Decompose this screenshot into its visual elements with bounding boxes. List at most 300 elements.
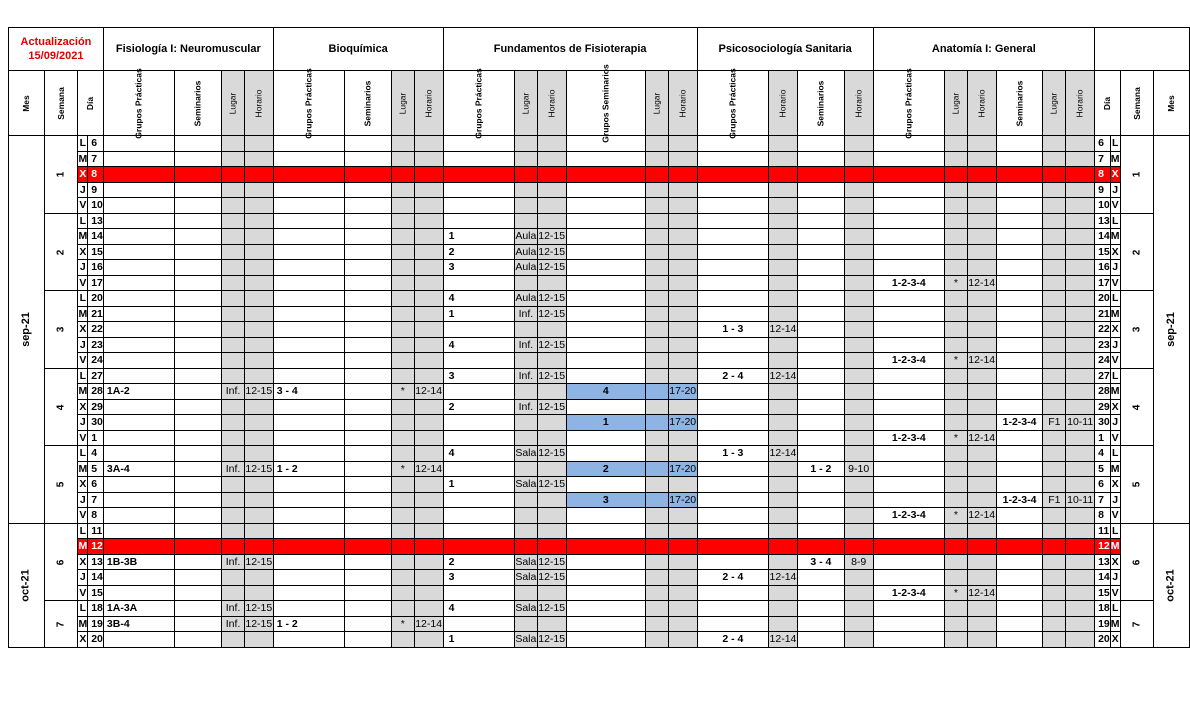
ff-lugar-header: Lugar [514,71,537,136]
fundamentos-horario-2 [668,399,697,415]
anatomia-lugar-2 [1043,182,1066,198]
bioquimica-seminario [345,213,392,229]
anatomia-grupo [873,477,944,493]
psico-horario [769,275,798,291]
fisiologia-seminario [175,260,222,276]
fisiologia-grupo [103,446,174,462]
day-letter-right: V [1111,586,1119,599]
anatomia-lugar-2 [1043,337,1066,353]
day-number: 6 [88,477,104,493]
anatomia-horario-2 [1066,461,1095,477]
day-number-right: 7 [1095,151,1111,167]
bioquimica-horario [414,322,443,338]
anatomia-horario-2 [1066,477,1095,493]
fisiologia-grupo: 3B-4 [103,616,174,632]
anatomia-grupo [873,260,944,276]
bioquimica-horario: 12-14 [415,617,443,630]
anatomia-lugar [945,151,968,167]
fundamentos-lugar [514,275,537,291]
fundamentos-lugar-2 [646,151,669,167]
day-number-right: 29 [1095,399,1111,415]
day-letter-right: L [1111,369,1119,382]
day-number-right: 23 [1095,337,1111,353]
fisiologia-horario [244,229,273,245]
psico-grupo [697,182,768,198]
fisiologia-lugar [222,492,245,508]
day-letter: X [79,478,87,491]
fundamentos-horario-2 [668,570,697,586]
fisiologia-horario [244,151,273,167]
bioquimica-lugar [391,430,414,446]
fundamentos-lugar [514,151,537,167]
fisiologia-seminario [175,554,222,570]
day-letter: V [79,354,87,367]
fundamentos-horario [537,384,566,400]
bioquimica-grupo [273,275,344,291]
fundamentos-lugar-2 [646,477,669,493]
psico-horario-2 [844,570,873,586]
psico-grupo [697,198,768,214]
day-letter-right: V [1111,354,1119,367]
anatomia-lugar [945,415,968,431]
fundamentos-horario-2 [668,523,697,539]
day-letter-right: J [1112,183,1119,196]
day-letter-right: V [1111,199,1119,212]
fisiologia-horario [244,585,273,601]
psico-grupo [697,167,768,183]
day-letter-right: J [1112,338,1119,351]
psico-seminario [797,492,844,508]
fundamentos-horario-2 [668,554,697,570]
bioquimica-lugar [391,554,414,570]
anatomia-grupo [873,554,944,570]
week-cell-right [1120,136,1154,214]
fundamentos-grupo [443,539,514,555]
anatomia-horario [967,291,996,307]
ps-horario-header: Horario [769,71,798,136]
day-number-right: 18 [1095,601,1111,617]
fundamentos-lugar [514,523,537,539]
bioquimica-seminario [345,570,392,586]
fundamentos-horario-2 [668,244,697,260]
anatomia-grupo [873,368,944,384]
fundamentos-lugar-2 [646,368,669,384]
fundamentos-horario-2 [668,229,697,245]
day-letter-right: X [1111,555,1119,568]
day-letter-right: V [1111,509,1119,522]
table-row [9,136,1190,152]
anatomia-lugar [945,601,968,617]
fundamentos-lugar-2 [646,523,669,539]
fundamentos-grupo-seminario [566,151,645,167]
anatomia-horario [967,260,996,276]
fundamentos-lugar-2 [646,322,669,338]
psico-horario-2 [844,523,873,539]
fundamentos-horario [537,167,566,183]
fundamentos-lugar-2 [646,632,669,648]
bioquimica-seminario [345,151,392,167]
fisiologia-lugar [222,213,245,229]
day-letter-right: X [1111,323,1119,336]
fundamentos-horario [537,136,566,152]
fundamentos-grupo [443,275,514,291]
bq-gp-header: Grupos Prácticas [273,71,344,136]
anatomia-horario-2 [1066,182,1095,198]
fundamentos-horario: 12-15 [538,571,566,584]
bioquimica-grupo [273,601,344,617]
dia-header-right: Día [1095,71,1120,136]
day-number: 28 [88,384,104,400]
anatomia-horario-2 [1066,275,1095,291]
fi-lugar-header: Lugar [222,71,245,136]
bioquimica-grupo [273,182,344,198]
fisiologia-lugar [222,353,245,369]
anatomia-lugar [945,368,968,384]
fundamentos-grupo [443,384,514,400]
anatomia-seminario [996,601,1043,617]
psico-horario [769,430,798,446]
day-number-right: 11 [1095,523,1111,539]
anatomia-horario [967,322,996,338]
anatomia-lugar-2 [1043,601,1066,617]
anatomia-horario-2 [1066,260,1095,276]
fundamentos-horario-2 [668,616,697,632]
fisiologia-lugar [222,151,245,167]
day-number-right: 4 [1095,446,1111,462]
psico-seminario [797,523,844,539]
anatomia-horario [967,601,996,617]
bioquimica-horario [414,136,443,152]
semana-header-right: Semana [1120,71,1154,136]
fisiologia-seminario [175,167,222,183]
day-number: 27 [88,368,104,384]
fundamentos-lugar-2 [646,337,669,353]
fundamentos-lugar-2 [646,353,669,369]
psico-horario-2 [844,322,873,338]
anatomia-seminario [996,430,1043,446]
fisiologia-seminario [175,368,222,384]
psico-horario [769,461,798,477]
fisiologia-lugar [222,244,245,260]
bioquimica-lugar [391,523,414,539]
fundamentos-grupo-seminario [566,539,645,555]
fundamentos-horario [537,616,566,632]
day-letter: X [79,633,87,646]
anatomia-lugar [945,182,968,198]
psico-grupo [697,244,768,260]
fundamentos-lugar-2 [646,399,669,415]
fundamentos-grupo-seminario [566,523,645,539]
anatomia-seminario [996,167,1043,183]
day-letter-right: M [1110,230,1120,243]
day-number: 19 [88,616,104,632]
fundamentos-grupo-seminario [566,291,645,307]
day-letter-right: X [1111,245,1119,258]
fundamentos-lugar-2 [646,213,669,229]
fundamentos-grupo [443,167,514,183]
anatomia-horario [967,415,996,431]
day-letter: J [79,183,86,196]
fisiologia-grupo [103,399,174,415]
week-cell-right [1120,368,1154,446]
fundamentos-lugar-2 [646,539,669,555]
fisiologia-horario [244,415,273,431]
fundamentos-horario-2 [668,306,697,322]
bioquimica-seminario [345,430,392,446]
fundamentos-grupo [443,523,514,539]
fundamentos-lugar-2 [646,554,669,570]
bioquimica-seminario [345,244,392,260]
day-letter-right: M [1110,462,1120,475]
psico-seminario [797,260,844,276]
anatomia-grupo: 1-2-3-4 [873,353,944,369]
mes-header-right: Mes [1154,71,1190,136]
fisiologia-lugar [222,539,245,555]
month-cell [9,136,45,524]
psico-grupo [697,601,768,617]
week-cell-right [1120,601,1154,648]
bioquimica-seminario [345,384,392,400]
fisiologia-seminario [175,213,222,229]
bioquimica-lugar [391,136,414,152]
psico-seminario [797,353,844,369]
anatomia-horario-2 [1066,291,1095,307]
week-label-right: 1 [1131,171,1143,178]
fundamentos-grupo-seminario [566,198,645,214]
fisiologia-grupo [103,198,174,214]
fundamentos-horario: 12-15 [538,230,566,243]
anatomia-seminario [996,337,1043,353]
table-row [9,570,1190,586]
psico-horario-2 [844,182,873,198]
anatomia-grupo: 1-2-3-4 [873,508,944,524]
anatomia-seminario [996,229,1043,245]
fundamentos-grupo-seminario [566,368,645,384]
fisiologia-grupo [103,539,174,555]
anatomia-lugar [945,632,968,648]
fundamentos-lugar [514,508,537,524]
anatomia-horario [967,136,996,152]
anatomia-lugar [945,306,968,322]
an-lugar2-header: Lugar [1043,71,1066,136]
fisiologia-seminario [175,182,222,198]
anatomia-lugar [945,539,968,555]
bioquimica-lugar [391,368,414,384]
bioquimica-horario [414,244,443,260]
fisiologia-lugar [222,291,245,307]
bioquimica-horario [414,585,443,601]
bioquimica-grupo [273,291,344,307]
day-number-right: 20 [1095,291,1111,307]
bioquimica-lugar [391,291,414,307]
ps-gp-header: Grupos Prácticas [697,71,768,136]
anatomia-horario-2 [1066,585,1095,601]
anatomia-lugar-2 [1043,477,1066,493]
anatomia-lugar-2 [1043,539,1066,555]
bioquimica-horario: 12-14 [415,462,443,475]
day-number-right: 9 [1095,182,1111,198]
fisiologia-seminario [175,198,222,214]
day-letter: L [79,602,87,615]
anatomia-horario-2 [1066,198,1095,214]
fundamentos-grupo-seminario [566,275,645,291]
bioquimica-lugar [391,306,414,322]
anatomia-lugar-2 [1043,151,1066,167]
schedule-body [9,136,1190,648]
fundamentos-horario-2 [668,151,697,167]
day-number-right: 17 [1095,275,1111,291]
day-letter: J [79,338,86,351]
fundamentos-horario-2 [668,337,697,353]
month-cell [9,523,45,647]
fundamentos-lugar: Inf. [514,399,537,415]
fisiologia-grupo [103,368,174,384]
fundamentos-grupo [443,461,514,477]
day-letter-right: L [1111,137,1119,150]
fi-horario-header: Horario [244,71,273,136]
fundamentos-horario-2 [668,136,697,152]
week-label-right: 7 [1131,621,1143,628]
fundamentos-grupo-seminario [566,399,645,415]
fundamentos-lugar: Inf. [514,306,537,322]
psico-horario-2 [844,508,873,524]
fisiologia-grupo [103,151,174,167]
anatomia-lugar [945,337,968,353]
psico-horario [769,136,798,152]
anatomia-horario [967,523,996,539]
fisiologia-horario [244,213,273,229]
day-letter: X [79,400,87,413]
anatomia-lugar: * [945,353,968,369]
fundamentos-lugar-2 [646,585,669,601]
fundamentos-horario [537,275,566,291]
dia-header: Día [78,71,103,136]
fisiologia-seminario [175,430,222,446]
anatomia-horario-2 [1066,353,1095,369]
day-number: 4 [88,446,104,462]
day-letter: J [79,571,86,584]
fisiologia-seminario [175,322,222,338]
fisiologia-grupo [103,182,174,198]
psico-grupo: 2 - 4 [697,570,768,586]
day-number: 15 [88,585,104,601]
day-letter-right: X [1111,168,1119,181]
fisiologia-horario [244,430,273,446]
fundamentos-grupo-seminario [566,353,645,369]
bioquimica-seminario [345,306,392,322]
bioquimica-lugar [391,446,414,462]
bioquimica-horario [414,198,443,214]
fundamentos-grupo-seminario [566,601,645,617]
fundamentos-horario-2 [668,213,697,229]
anatomia-horario-2 [1066,136,1095,152]
fisiologia-seminario [175,337,222,353]
day-letter: L [79,369,87,382]
day-letter-right: L [1111,524,1119,537]
fisiologia-seminario [175,477,222,493]
ff-gs-header: Grupos Seminarios [566,71,645,136]
psico-grupo [697,477,768,493]
subject-psicosociologia: Psicosociología Sanitaria [697,28,873,71]
bioquimica-lugar [391,539,414,555]
fisiologia-lugar [222,306,245,322]
anatomia-grupo: 1-2-3-4 [873,275,944,291]
fundamentos-lugar-2 [646,616,669,632]
fundamentos-grupo: 1 [443,306,514,322]
fundamentos-lugar-2 [646,260,669,276]
fundamentos-grupo [443,198,514,214]
fundamentos-horario-2 [668,167,697,183]
anatomia-lugar [945,322,968,338]
fundamentos-horario: 12-15 [538,338,566,351]
psico-grupo [697,306,768,322]
anatomia-grupo [873,229,944,245]
anatomia-lugar [945,446,968,462]
fisiologia-horario [244,399,273,415]
anatomia-grupo [873,415,944,431]
fisiologia-horario [244,306,273,322]
fundamentos-horario [537,492,566,508]
table-row [9,446,1190,462]
fisiologia-lugar [222,322,245,338]
fisiologia-grupo [103,167,174,183]
psico-horario [769,229,798,245]
subject-anatomia: Anatomía I: General [873,28,1094,71]
day-letter-right: L [1111,292,1119,305]
anatomia-seminario: 1-2-3-4 [996,492,1043,508]
bioquimica-grupo [273,570,344,586]
day-number: 12 [88,539,104,555]
psico-seminario [797,446,844,462]
bioquimica-grupo [273,492,344,508]
bioquimica-grupo [273,539,344,555]
week-cell-right [1120,446,1154,524]
psico-horario-2 [844,585,873,601]
fundamentos-lugar-2 [646,508,669,524]
anatomia-grupo [873,399,944,415]
bioquimica-seminario [345,415,392,431]
table-row [9,260,1190,276]
fisiologia-seminario [175,306,222,322]
psico-seminario [797,632,844,648]
psico-horario-2 [844,291,873,307]
fundamentos-grupo [443,492,514,508]
anatomia-horario-2 [1066,446,1095,462]
psico-grupo [697,508,768,524]
day-letter-right: M [1110,540,1120,553]
psico-horario-2 [844,601,873,617]
fundamentos-lugar: Sala [515,555,537,568]
table-row [9,632,1190,648]
day-number: 30 [88,415,104,431]
anatomia-grupo [873,632,944,648]
fisiologia-lugar [222,430,245,446]
psico-horario-2 [844,260,873,276]
fundamentos-grupo: 3 [443,260,514,276]
anatomia-lugar [945,260,968,276]
anatomia-grupo [873,151,944,167]
fundamentos-lugar: Sala [515,602,537,615]
psico-grupo: 1 - 3 [697,446,768,462]
psico-horario: 12-14 [769,571,797,584]
fundamentos-grupo-seminario [566,508,645,524]
anatomia-seminario [996,322,1043,338]
fundamentos-lugar: Aula [515,230,537,243]
fi-gp-header: Grupos Prácticas [103,71,174,136]
psico-horario-2 [844,384,873,400]
fundamentos-grupo: 1 [443,632,514,648]
fundamentos-horario-2 [668,446,697,462]
